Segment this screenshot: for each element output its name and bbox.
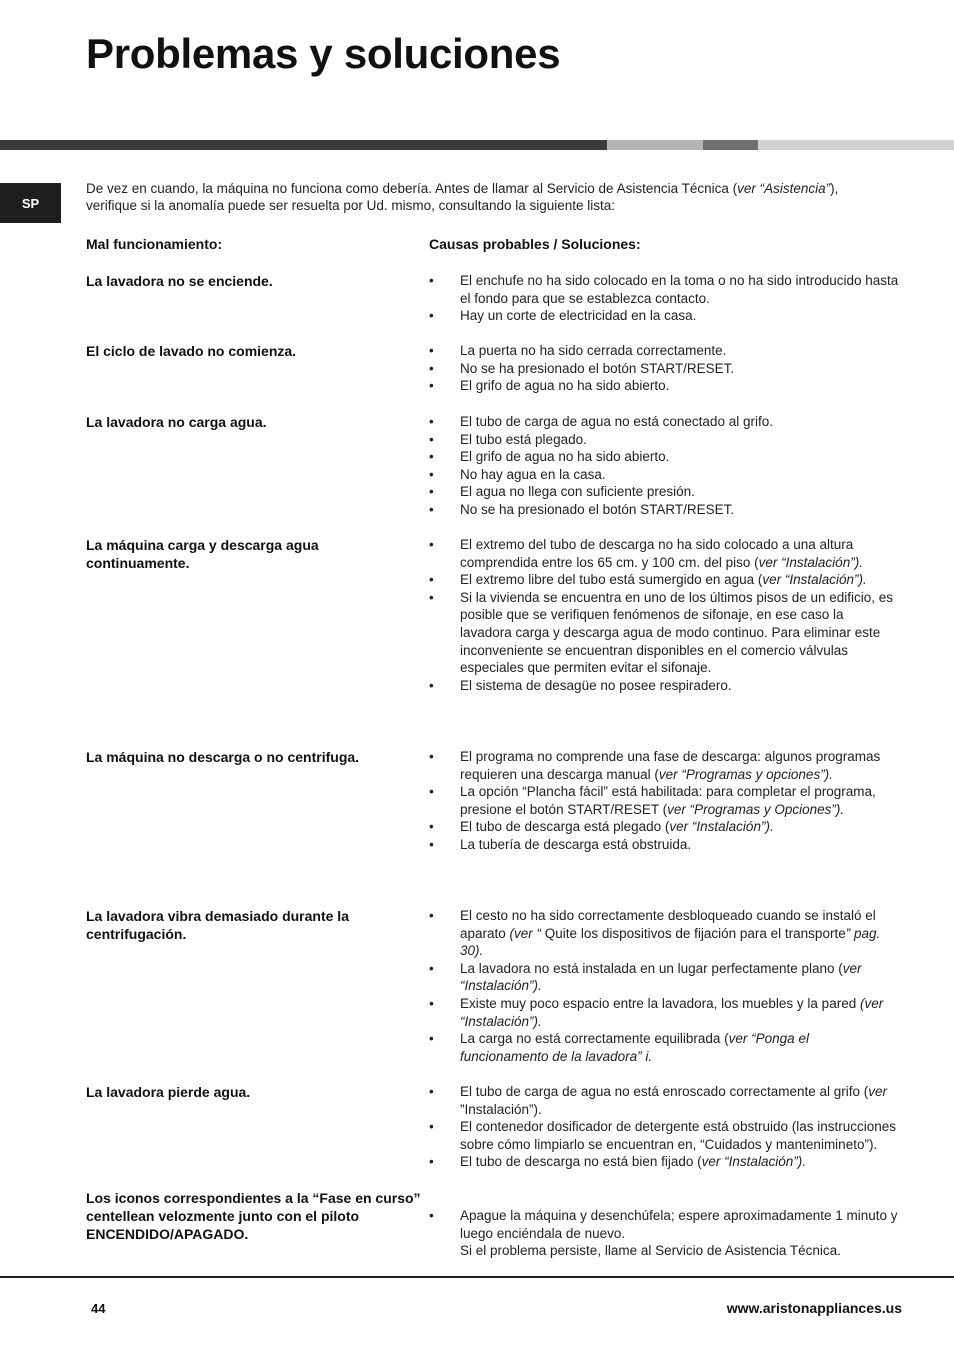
list-item — [429, 748, 899, 783]
list-item — [429, 466, 899, 484]
bullet-icon: • — [429, 960, 434, 976]
problem-label: La máquina no descarga o no centrifuga. — [86, 749, 360, 765]
list-item — [429, 995, 899, 1030]
cause-text: El extremo del tubo de descarga no ha sido colocado a una altura comprendida entre los 65 cm. y 100 cm. del piso ( — [460, 537, 854, 570]
bullet-icon: • — [429, 836, 434, 852]
cause-text: El agua no llega con suficiente presión. — [460, 484, 695, 500]
causes-list — [429, 1083, 899, 1171]
bullet-icon: • — [429, 749, 434, 764]
bullet-icon: • — [429, 537, 434, 552]
list-item — [429, 1207, 899, 1260]
cause-reference: ver “Instalación”). — [758, 554, 863, 570]
bullet-icon: • — [429, 1084, 434, 1099]
cause-text: Quite los dispositivos de fijación para el transporte — [541, 925, 846, 941]
list-item — [429, 413, 899, 431]
list-item — [429, 571, 899, 589]
cause-text: La tubería de descarga está obstruida. — [460, 836, 692, 852]
causes-list — [429, 272, 899, 325]
bullet-icon: • — [429, 501, 434, 517]
intro-text: De vez en cuando, la máquina no funciona como debería. Antes de llamar al Servicio de Asistencia Técnica ( — [86, 181, 738, 196]
intro-reference: ver “Asistencia” — [737, 181, 831, 196]
list-item — [429, 907, 899, 960]
list-item — [429, 448, 899, 466]
problem-label: La lavadora vibra demasiado durante la centrifugación. — [86, 908, 349, 942]
cause-text: El extremo libre del tubo está sumergido en agua ( — [460, 572, 763, 588]
cause-text: El programa no comprende una fase de descarga: algunos programas requieren una descarga manual ( — [460, 749, 881, 782]
list-item — [429, 836, 899, 854]
cause-text: El cesto no ha sido correctamente desbloqueado cuando se instaló el aparato — [460, 908, 876, 941]
cause-text: El enchufe no ha sido colocado en la toma o no ha sido introducido hasta el fondo para que se establezca contacto. — [460, 273, 899, 306]
cause-text: El grifo de agua no ha sido abierto. — [460, 449, 670, 465]
bullet-icon: • — [429, 1031, 434, 1047]
language-tab: SP — [0, 183, 61, 223]
cause-text: Apague la máquina y desenchúfela; espere aproximadamente 1 minuto y luego enciéndala de nuevo. — [460, 1208, 898, 1241]
problem-label: La lavadora pierde agua. — [86, 1084, 251, 1100]
causes-column-header: Causas probables / Soluciones: — [429, 236, 641, 252]
list-item — [429, 307, 899, 325]
cause-text: Si la vivienda se encuentra en uno de los últimos pisos de un edificio, es posible que se verifiquen fenómenos de sifonaje, en ese caso la lavadora carga y descarga agua de modo continuo. Para eliminar este inconveniente se encuentran disponibles en el comercio válvulas especiales que permiten evitar el sifonaje. — [460, 589, 894, 676]
cause-text: El tubo de descarga no está bien fijado ( — [460, 1154, 702, 1170]
header-rule-mid — [703, 140, 758, 150]
bullet-icon: • — [429, 273, 434, 288]
list-item — [429, 589, 899, 677]
problem-label: La lavadora no se enciende. — [86, 273, 273, 289]
cause-reference: ver “Programas y opciones”). — [658, 766, 833, 782]
header-rule-pale — [758, 140, 954, 150]
bullet-icon: • — [429, 414, 434, 429]
list-item — [429, 377, 899, 395]
causes-list — [429, 907, 899, 1065]
bullet-icon: • — [429, 466, 434, 482]
cause-reference: (ver “ — [509, 925, 542, 941]
bullet-icon: • — [429, 1208, 434, 1223]
bullet-icon: • — [429, 449, 434, 465]
cause-text: El contenedor dosificador de detergente está obstruido (las instrucciones sobre cómo limpiarlo se encuentran en, “Cuidados y mantenimineto”). — [460, 1119, 897, 1152]
cause-text: El tubo está plegado. — [460, 431, 587, 447]
cause-reference: ver “Instalación”). — [460, 960, 862, 994]
problem-column-header: Mal funcionamiento: — [86, 236, 223, 252]
bullet-icon: • — [429, 995, 434, 1011]
list-item — [429, 1030, 899, 1065]
cause-reference: (ver “Instalación”). — [460, 995, 884, 1029]
problem-label: Los iconos correspondientes a la “Fase en curso” centellean velozmente junto con el piloto ENCENDIDO/APAGADO. — [86, 1190, 421, 1242]
list-item — [429, 1153, 899, 1171]
bullet-icon: • — [429, 484, 434, 500]
list-item — [429, 483, 899, 501]
cause-text: No hay agua en la casa. — [460, 466, 606, 482]
cause-text: La puerta no ha sido cerrada correctamente. — [460, 343, 727, 358]
bullet-icon: • — [429, 572, 434, 588]
list-item — [429, 360, 899, 378]
bullet-icon: • — [429, 784, 434, 800]
bullet-icon: • — [429, 589, 434, 605]
cause-reference: ver “Instalación”). — [669, 819, 774, 835]
cause-text: La opción “Plancha fácil” está habilitada: para completar el programa, presione el botón START/RESET ( — [460, 784, 876, 817]
bullet-icon: • — [429, 378, 434, 394]
cause-text: El tubo de carga de agua no está conectado al grifo. — [460, 414, 773, 429]
causes-list — [429, 1207, 899, 1260]
cause-text: No se ha presionado el botón START/RESET. — [460, 360, 735, 376]
cause-text: Si el problema persiste, llame al Servicio de Asistencia Técnica. — [460, 1243, 841, 1259]
cause-reference: ver “Instalación”). — [701, 1154, 806, 1170]
list-item — [429, 431, 899, 449]
list-item — [429, 783, 899, 818]
list-item — [429, 536, 899, 571]
cause-reference: ver — [868, 1084, 888, 1099]
cause-text: No se ha presionado el botón START/RESET. — [460, 501, 735, 517]
page-title: Problemas y soluciones — [86, 30, 561, 77]
footer-rule — [0, 1276, 954, 1278]
list-item — [429, 342, 899, 360]
bullet-icon: • — [429, 1154, 434, 1170]
intro-text-end: ), verifique si la anomalía puede ser resuelta por Ud. mismo, consultando la siguiente lista: — [86, 181, 839, 213]
cause-text: El grifo de agua no ha sido abierto. — [460, 378, 670, 394]
header-rule-dark — [0, 140, 607, 150]
list-item — [429, 1083, 899, 1118]
bullet-icon: • — [429, 677, 434, 693]
cause-text: El sistema de desagüe no posee respiradero. — [460, 677, 732, 693]
bullet-icon: • — [429, 343, 434, 358]
cause-text: La lavadora no está instalada en un lugar perfectamente plano ( — [460, 960, 843, 976]
cause-text: Existe muy poco espacio entre la lavadora, los muebles y la pared — [460, 995, 860, 1011]
cause-reference: ver “Instalación”). — [762, 572, 867, 588]
page-number: 44 — [91, 1301, 106, 1316]
bullet-icon: • — [429, 819, 434, 835]
cause-text: Hay un corte de electricidad en la casa. — [460, 308, 697, 324]
intro-paragraph — [86, 180, 866, 214]
header-rule-light — [607, 140, 703, 150]
bullet-icon: • — [429, 908, 434, 923]
bullet-icon: • — [429, 431, 434, 447]
list-item — [429, 501, 899, 519]
causes-list — [429, 342, 899, 395]
cause-reference: ver “Ponga el funcionamento de la lavadora” i. — [460, 1031, 809, 1064]
list-item — [429, 1118, 899, 1153]
list-item — [429, 272, 899, 307]
causes-list — [429, 413, 899, 519]
cause-text: El tubo de carga de agua no está enroscado correctamente al grifo ( — [460, 1084, 869, 1099]
causes-list — [429, 748, 899, 854]
list-item — [429, 960, 899, 995]
bullet-icon: • — [429, 308, 434, 324]
bullet-icon: • — [429, 360, 434, 376]
list-item — [429, 677, 899, 695]
cause-text: La carga no está correctamente equilibrada ( — [460, 1031, 729, 1047]
problem-label: La lavadora no carga agua. — [86, 414, 267, 430]
problem-label: La máquina carga y descarga agua continuamente. — [86, 537, 319, 571]
website-url: www.aristonappliances.us — [726, 1300, 902, 1316]
cause-reference: ver “Programas y Opciones”). — [667, 801, 845, 817]
bullet-icon: • — [429, 1119, 434, 1135]
cause-text: ”Instalación”). — [460, 1101, 542, 1117]
cause-text: El tubo de descarga está plegado ( — [460, 819, 670, 835]
problem-label: El ciclo de lavado no comienza. — [86, 343, 297, 359]
list-item — [429, 818, 899, 836]
cause-reference: ” pag. 30). — [460, 925, 881, 959]
causes-list — [429, 536, 899, 694]
